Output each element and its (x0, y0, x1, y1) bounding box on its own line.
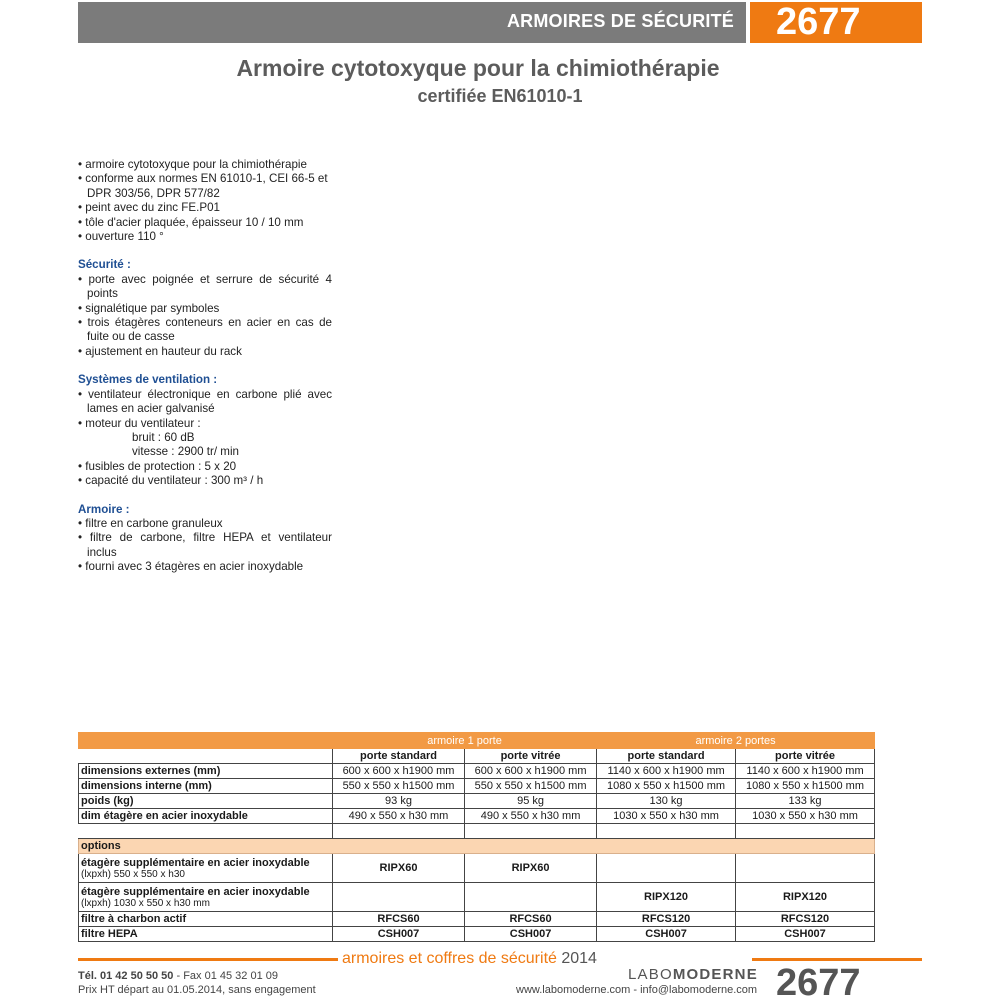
table-cell: CSH007 (736, 927, 875, 942)
options-header (79, 839, 875, 854)
list-item: • peint avec du zinc FE.P01 (78, 201, 332, 215)
list-item: • fourni avec 3 étagères en acier inoxydable (78, 560, 332, 574)
footer-contact (78, 970, 278, 982)
table-row (79, 794, 875, 809)
table-cell: 550 x 550 x h1500 mm (333, 779, 465, 794)
list-item: • fusibles de protection : 5 x 20 (78, 460, 332, 474)
list-item: • ventilateur électronique en carbone plié avec lames en acier galvanisé (78, 388, 332, 417)
table-row (79, 854, 875, 883)
list-item: • moteur du ventilateur : (78, 417, 332, 431)
header-page-number: 2677 (750, 2, 922, 43)
table-cell: 600 x 600 x h1900 mm (333, 764, 465, 779)
page-subtitle: certifiée EN61010-1 (417, 86, 583, 106)
row-label (79, 854, 333, 883)
option-detail: (lxpxh) 1030 x 550 x h30 mm (81, 897, 210, 909)
table-row (79, 927, 875, 942)
securite-list (78, 273, 332, 359)
list-item: • filtre en carbone granuleux (78, 517, 332, 531)
table-column-header (79, 749, 875, 764)
table-row (79, 883, 875, 912)
table-cell (736, 824, 875, 839)
table-cell: RIPX120 (736, 883, 875, 912)
list-item: • trois étagères conteneurs en acier en cas de fuite ou de casse (78, 316, 332, 345)
header-category: ARMOIRES DE SÉCURITÉ (506, 11, 734, 31)
footer-web: www.labomoderne.com - info@labomoderne.com (516, 984, 758, 996)
table-cell (465, 883, 597, 912)
table-cell: 95 kg (465, 794, 597, 809)
list-item: • armoire cytotoxyque pour la chimiothérapie (78, 158, 332, 172)
section-heading-ventilation: Systèmes de ventilation : (78, 373, 218, 387)
group-header-2: armoire 2 portes (597, 733, 875, 749)
table-cell (465, 824, 597, 839)
table-cell: RFCS60 (465, 912, 597, 927)
ventilation-list (78, 388, 332, 489)
option-label: étagère supplémentaire en acier inoxydable (81, 856, 310, 869)
row-label: dimensions externes (mm) (79, 764, 333, 779)
col-header: porte vitrée (736, 749, 875, 764)
table-cell: CSH007 (465, 927, 597, 942)
table-cell: RFCS120 (736, 912, 875, 927)
footer-rule-right (752, 958, 922, 961)
col-header: porte vitrée (465, 749, 597, 764)
table-cell: 1140 x 600 x h1900 mm (597, 764, 736, 779)
row-label: filtre HEPA (79, 927, 333, 942)
brand-part: MODERNE (672, 966, 758, 983)
description (78, 158, 332, 575)
list-item: • porte avec poignée et serrure de sécurité 4 points (78, 273, 332, 302)
table-cell: 1080 x 550 x h1500 mm (597, 779, 736, 794)
col-header: porte standard (597, 749, 736, 764)
footer-catalog-name: armoires et coffres de sécurité (342, 950, 557, 967)
options-label: options (79, 839, 875, 854)
list-item: • conforme aux normes EN 61010-1, CEI 66-5 et DPR 303/56, DPR 577/82 (78, 172, 332, 201)
footer-tel: Tél. 01 42 50 50 50 (78, 970, 174, 982)
table-cell: 490 x 550 x h30 mm (465, 809, 597, 824)
table-cell: 1030 x 550 x h30 mm (597, 809, 736, 824)
option-label: étagère supplémentaire en acier inoxydable (81, 885, 310, 898)
header-bar (78, 2, 746, 43)
table-cell (333, 883, 465, 912)
table-cell (736, 854, 875, 883)
group-header-1: armoire 1 porte (333, 733, 597, 749)
list-item: • ouverture 110 ° (78, 230, 332, 244)
table-row (79, 764, 875, 779)
table-row (79, 912, 875, 927)
footer-catalog (342, 950, 597, 968)
footer-year: 2014 (561, 950, 597, 967)
armoire-list (78, 517, 332, 575)
table-cell: RIPX60 (333, 854, 465, 883)
table-cell: CSH007 (597, 927, 736, 942)
option-detail: (lxpxh) 550 x 550 x h30 (81, 868, 185, 880)
feature-list (78, 158, 332, 244)
table-cell: 1030 x 550 x h30 mm (736, 809, 875, 824)
table-row (79, 809, 875, 824)
table-cell: RFCS120 (597, 912, 736, 927)
table-cell (333, 824, 465, 839)
table-cell: 93 kg (333, 794, 465, 809)
table-cell (597, 824, 736, 839)
row-label: dimensions interne (mm) (79, 779, 333, 794)
spec-table (78, 732, 875, 942)
list-item: • capacité du ventilateur : 300 m³ / h (78, 474, 332, 488)
list-subitem: bruit : 60 dB (132, 430, 195, 444)
footer-brand (628, 966, 758, 983)
table-row (79, 779, 875, 794)
table-cell: 1080 x 550 x h1500 mm (736, 779, 875, 794)
col-header: porte standard (333, 749, 465, 764)
table-cell: RFCS60 (333, 912, 465, 927)
table-cell (79, 749, 333, 764)
list-item: • tôle d'acier plaquée, épaisseur 10 / 10 mm (78, 216, 332, 230)
row-label: dim étagère en acier inoxydable (79, 809, 333, 824)
table-cell: RIPX120 (597, 883, 736, 912)
footer-fax: - Fax 01 45 32 01 09 (173, 970, 278, 982)
row-label: poids (kg) (79, 794, 333, 809)
table-cell (597, 854, 736, 883)
footer-page-number: 2677 (776, 962, 861, 1000)
table-cell: 130 kg (597, 794, 736, 809)
brand-part: LABO (628, 966, 673, 983)
list-item: • ajustement en hauteur du rack (78, 345, 332, 359)
page-title: Armoire cytotoxyque pour la chimiothérapie (236, 55, 720, 81)
table-row-empty (79, 824, 875, 839)
table-cell: 1140 x 600 x h1900 mm (736, 764, 875, 779)
footer-price-note: Prix HT départ au 01.05.2014, sans engagement (78, 984, 316, 996)
table-cell (79, 733, 333, 749)
row-label: filtre à charbon actif (79, 912, 333, 927)
table-cell: 133 kg (736, 794, 875, 809)
list-item: • signalétique par symboles (78, 302, 332, 316)
table-cell: 490 x 550 x h30 mm (333, 809, 465, 824)
table-cell: 600 x 600 x h1900 mm (465, 764, 597, 779)
row-label (79, 883, 333, 912)
section-heading-armoire: Armoire : (78, 502, 130, 516)
section-heading-securite: Sécurité : (78, 258, 131, 272)
table-cell (79, 824, 333, 839)
list-item: • filtre de carbone, filtre HEPA et ventilateur inclus (78, 531, 332, 560)
table-cell: CSH007 (333, 927, 465, 942)
table-group-header (79, 733, 875, 749)
table-cell: RIPX60 (465, 854, 597, 883)
footer-rule-left (78, 958, 338, 961)
list-subitem: vitesse : 2900 tr/ min (132, 445, 239, 459)
table-cell: 550 x 550 x h1500 mm (465, 779, 597, 794)
